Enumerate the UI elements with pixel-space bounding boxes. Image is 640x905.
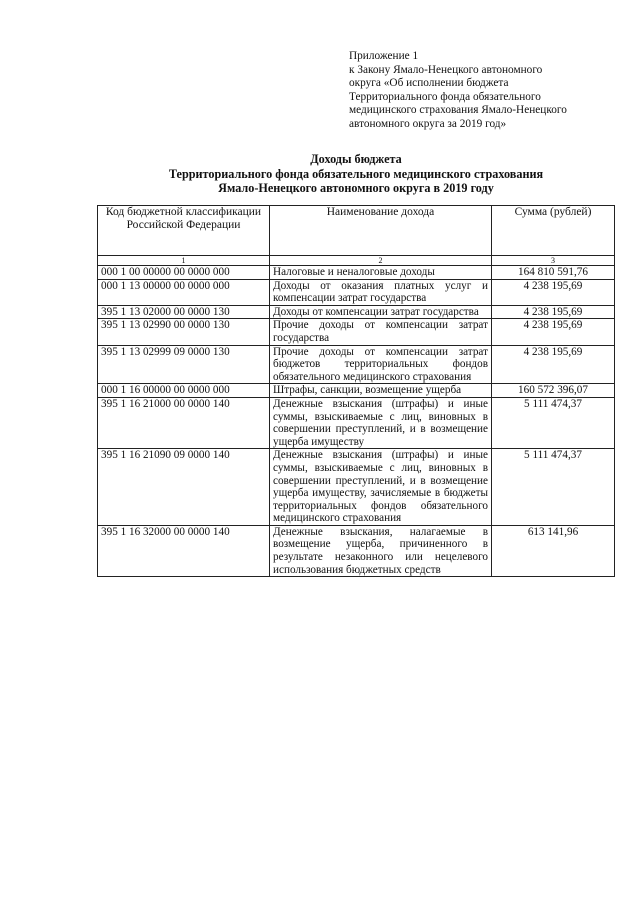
row-name: Денежные взыскания (штрафы) и иные суммы, взыскиваемые с лиц, виновных в совершении преступлений, и в возмещение ущерба имуществу, зачисляемые в бюджеты территориальных фондов обязательного медицинского страхования xyxy=(270,449,492,526)
row-code: 395 1 16 32000 00 0000 140 xyxy=(98,525,270,576)
appendix-line: автономного округа за 2019 год» xyxy=(349,117,507,130)
table-row xyxy=(98,279,615,305)
row-sum: 160 572 396,07 xyxy=(492,384,615,398)
row-code: 395 1 16 21000 00 0000 140 xyxy=(98,397,270,448)
row-name: Денежные взыскания, налагаемые в возмещение ущерба, причиненного в результате незаконного или нецелевого использования бюджетных средств xyxy=(270,525,492,576)
row-code: 395 1 16 21090 09 0000 140 xyxy=(98,449,270,526)
row-sum: 5 111 474,37 xyxy=(492,397,615,448)
row-name: Налоговые и неналоговые доходы xyxy=(270,266,492,280)
column-number: 1 xyxy=(98,256,270,266)
row-code: 000 1 13 00000 00 0000 000 xyxy=(98,279,270,305)
row-name: Прочие доходы от компенсации затрат бюджетов территориальных фондов обязательного медицинского страхования xyxy=(270,345,492,384)
row-name: Штрафы, санкции, возмещение ущерба xyxy=(270,384,492,398)
revenue-table xyxy=(97,205,615,577)
table-row xyxy=(98,384,615,398)
row-sum: 4 238 195,69 xyxy=(492,279,615,305)
column-number: 2 xyxy=(270,256,492,266)
table-row xyxy=(98,305,615,319)
table-row xyxy=(98,266,615,280)
appendix-line: к Закону Ямало-Ненецкого автономного xyxy=(349,63,543,76)
table-row xyxy=(98,345,615,384)
table-row xyxy=(98,525,615,576)
title-line: Ямало-Ненецкого автономного округа в 2019 году xyxy=(218,181,494,196)
table-row xyxy=(98,397,615,448)
appendix-note xyxy=(349,50,609,132)
header-code: Код бюджетной классификации Российской Федерации xyxy=(98,206,270,256)
row-sum: 4 238 195,69 xyxy=(492,305,615,319)
header-sum: Сумма (рублей) xyxy=(492,206,615,256)
row-code: 000 1 16 00000 00 0000 000 xyxy=(98,384,270,398)
title-line: Доходы бюджета xyxy=(310,152,402,166)
title-line: Территориального фонда обязательного медицинского страхования xyxy=(168,166,544,181)
row-sum: 4 238 195,69 xyxy=(492,319,615,345)
row-code: 395 1 13 02000 00 0000 130 xyxy=(98,305,270,319)
appendix-line: округа «Об исполнении бюджета xyxy=(349,77,509,90)
row-sum: 164 810 591,76 xyxy=(492,266,615,280)
row-name: Денежные взыскания (штрафы) и иные суммы, взыскиваемые с лиц, виновных в совершении преступлений, и в возмещение ущерба имуществу xyxy=(270,397,492,448)
header-row xyxy=(98,206,615,256)
row-sum: 613 141,96 xyxy=(492,525,615,576)
appendix-line: Территориального фонда обязательного xyxy=(349,90,541,103)
document-title xyxy=(96,152,616,196)
table-row xyxy=(98,449,615,526)
row-code: 000 1 00 00000 00 0000 000 xyxy=(98,266,270,280)
row-name: Доходы от компенсации затрат государства xyxy=(270,305,492,319)
row-code: 395 1 13 02990 00 0000 130 xyxy=(98,319,270,345)
column-number-row xyxy=(98,256,615,266)
appendix-line: медицинского страхования Ямало-Ненецкого xyxy=(349,104,567,117)
row-name: Прочие доходы от компенсации затрат государства xyxy=(270,319,492,345)
column-number: 3 xyxy=(492,256,615,266)
table-row xyxy=(98,319,615,345)
row-name: Доходы от оказания платных услуг и компенсации затрат государства xyxy=(270,279,492,305)
row-sum: 5 111 474,37 xyxy=(492,449,615,526)
row-code: 395 1 13 02999 09 0000 130 xyxy=(98,345,270,384)
appendix-line: Приложение 1 xyxy=(349,50,419,62)
header-name: Наименование дохода xyxy=(270,206,492,256)
row-sum: 4 238 195,69 xyxy=(492,345,615,384)
